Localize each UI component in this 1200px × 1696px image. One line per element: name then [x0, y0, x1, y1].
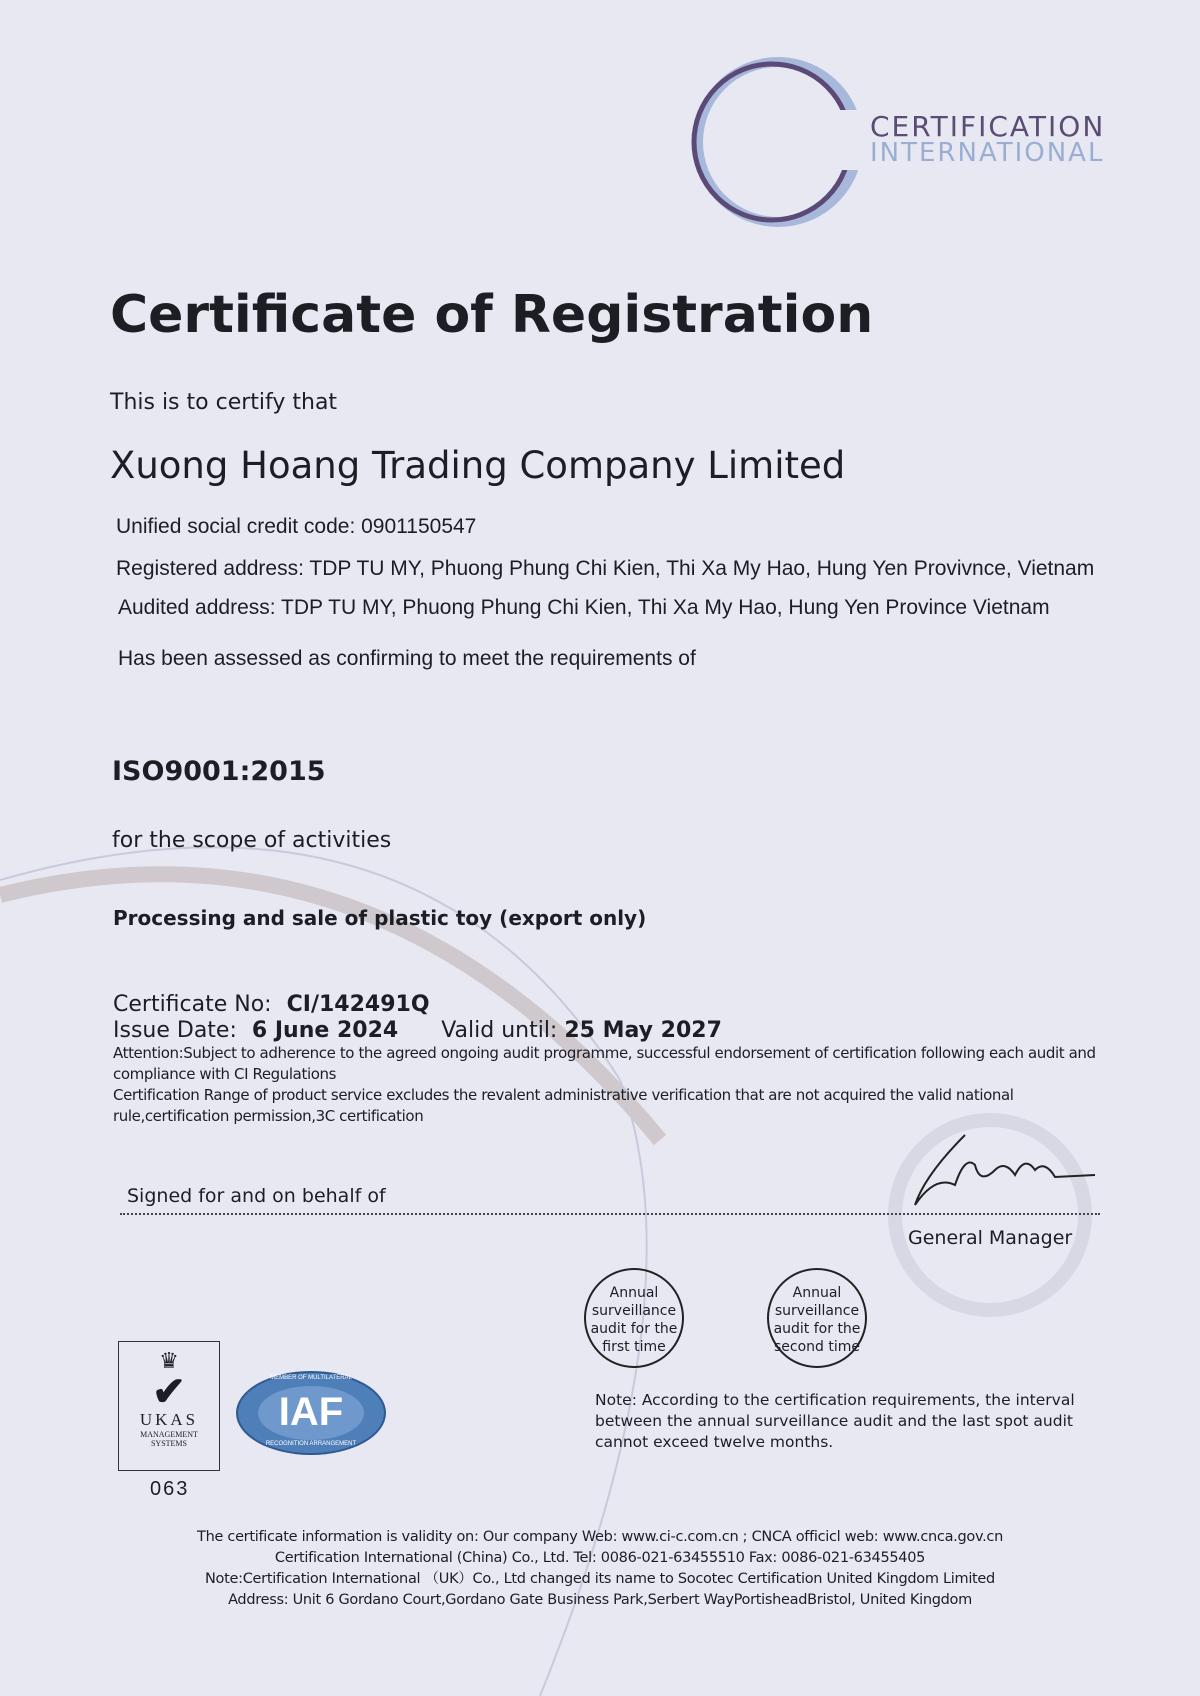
- company-name: Xuong Hoang Trading Company Limited: [110, 444, 846, 487]
- surveillance-note: Note: According to the certification requirements, the interval between the annual surveillance audit and the last spot audit cannot exceed twelve months.: [595, 1391, 1075, 1451]
- cert-no: CI/142491Q: [286, 992, 430, 1017]
- logo-text-certification: CERTIFICATION: [870, 110, 1106, 143]
- signed-text: Signed for and on behalf of: [127, 1185, 386, 1207]
- certify-text: This is to certify that: [110, 390, 338, 415]
- credit-code: Unified social credit code: 0901150547: [116, 515, 477, 538]
- logo-text-international: INTERNATIONAL: [870, 138, 1105, 168]
- scope-label: for the scope of activities: [112, 828, 392, 853]
- certificate-title: Certificate of Registration: [110, 285, 874, 345]
- cert-no-label: Certificate No:: [113, 992, 272, 1017]
- valid-date: 25 May 2027: [564, 1018, 722, 1043]
- signature: [895, 1115, 1105, 1235]
- footer: [0, 1527, 1200, 1611]
- dates-row: [113, 1018, 722, 1043]
- scope: Processing and sale of plastic toy (export only): [113, 906, 647, 930]
- footer-line: The certificate information is validity on: Our company Web: www.ci-c.com.cn ; CNCA officicl web: www.cnca.gov.cn: [197, 1529, 1003, 1545]
- footer-line: Certification International (China) Co., Ltd. Tel: 0086-021-63455510 Fax: 0086-021-63455405: [274, 1550, 926, 1566]
- issue-label: Issue Date:: [113, 1018, 237, 1043]
- valid-label: Valid until:: [441, 1018, 558, 1043]
- audit-stamp-first: Annual surveillance audit for the first time: [584, 1268, 684, 1368]
- footer-line: Note:Certification International （UK）Co., Ltd changed its name to Socotec Certification United Kingdom Limited: [205, 1571, 995, 1587]
- ukas-logo: ♛ ✔ UKAS MANAGEMENT SYSTEMS: [118, 1341, 220, 1471]
- certification-international-logo: [680, 50, 880, 240]
- signer-title: General Manager: [908, 1227, 1073, 1249]
- certificate-number-row: [113, 992, 430, 1017]
- check-icon: ✔: [152, 1370, 186, 1414]
- audit-stamp-second: Annual surveillance audit for the second time: [767, 1268, 867, 1368]
- iaf-logo: IAF MEMBER OF MULTILATERAL RECOGNITION ARRANGEMENT: [236, 1371, 386, 1455]
- registered-address: Registered address: TDP TU MY, Phuong Phung Chi Kien, Thi Xa My Hao, Hung Yen Provivnce, Vietnam: [116, 557, 1095, 580]
- attention-text: Attention:Subject to adherence to the agreed ongoing audit programme, successful endorsement of certification following each audit and compliance with CI Regulations: [113, 1044, 1096, 1083]
- footer-line: Address: Unit 6 Gordano Court,Gordano Gate Business Park,Serbert WayPortisheadBristol, United Kingdom: [228, 1592, 972, 1608]
- range-text: Certification Range of product service excludes the revalent administrative verification that are not acquired the valid national rule,certification permission,3C certification: [113, 1086, 1014, 1125]
- ukas-number: 063: [150, 1478, 190, 1500]
- audited-address: Audited address: TDP TU MY, Phuong Phung Chi Kien, Thi Xa My Hao, Hung Yen Province Vietnam: [118, 596, 1050, 619]
- issue-date: 6 June 2024: [251, 1018, 399, 1043]
- assessed-text: Has been assessed as confirming to meet the requirements of: [118, 647, 696, 670]
- standard: ISO9001:2015: [112, 756, 326, 787]
- crown-icon: ♛: [159, 1348, 179, 1373]
